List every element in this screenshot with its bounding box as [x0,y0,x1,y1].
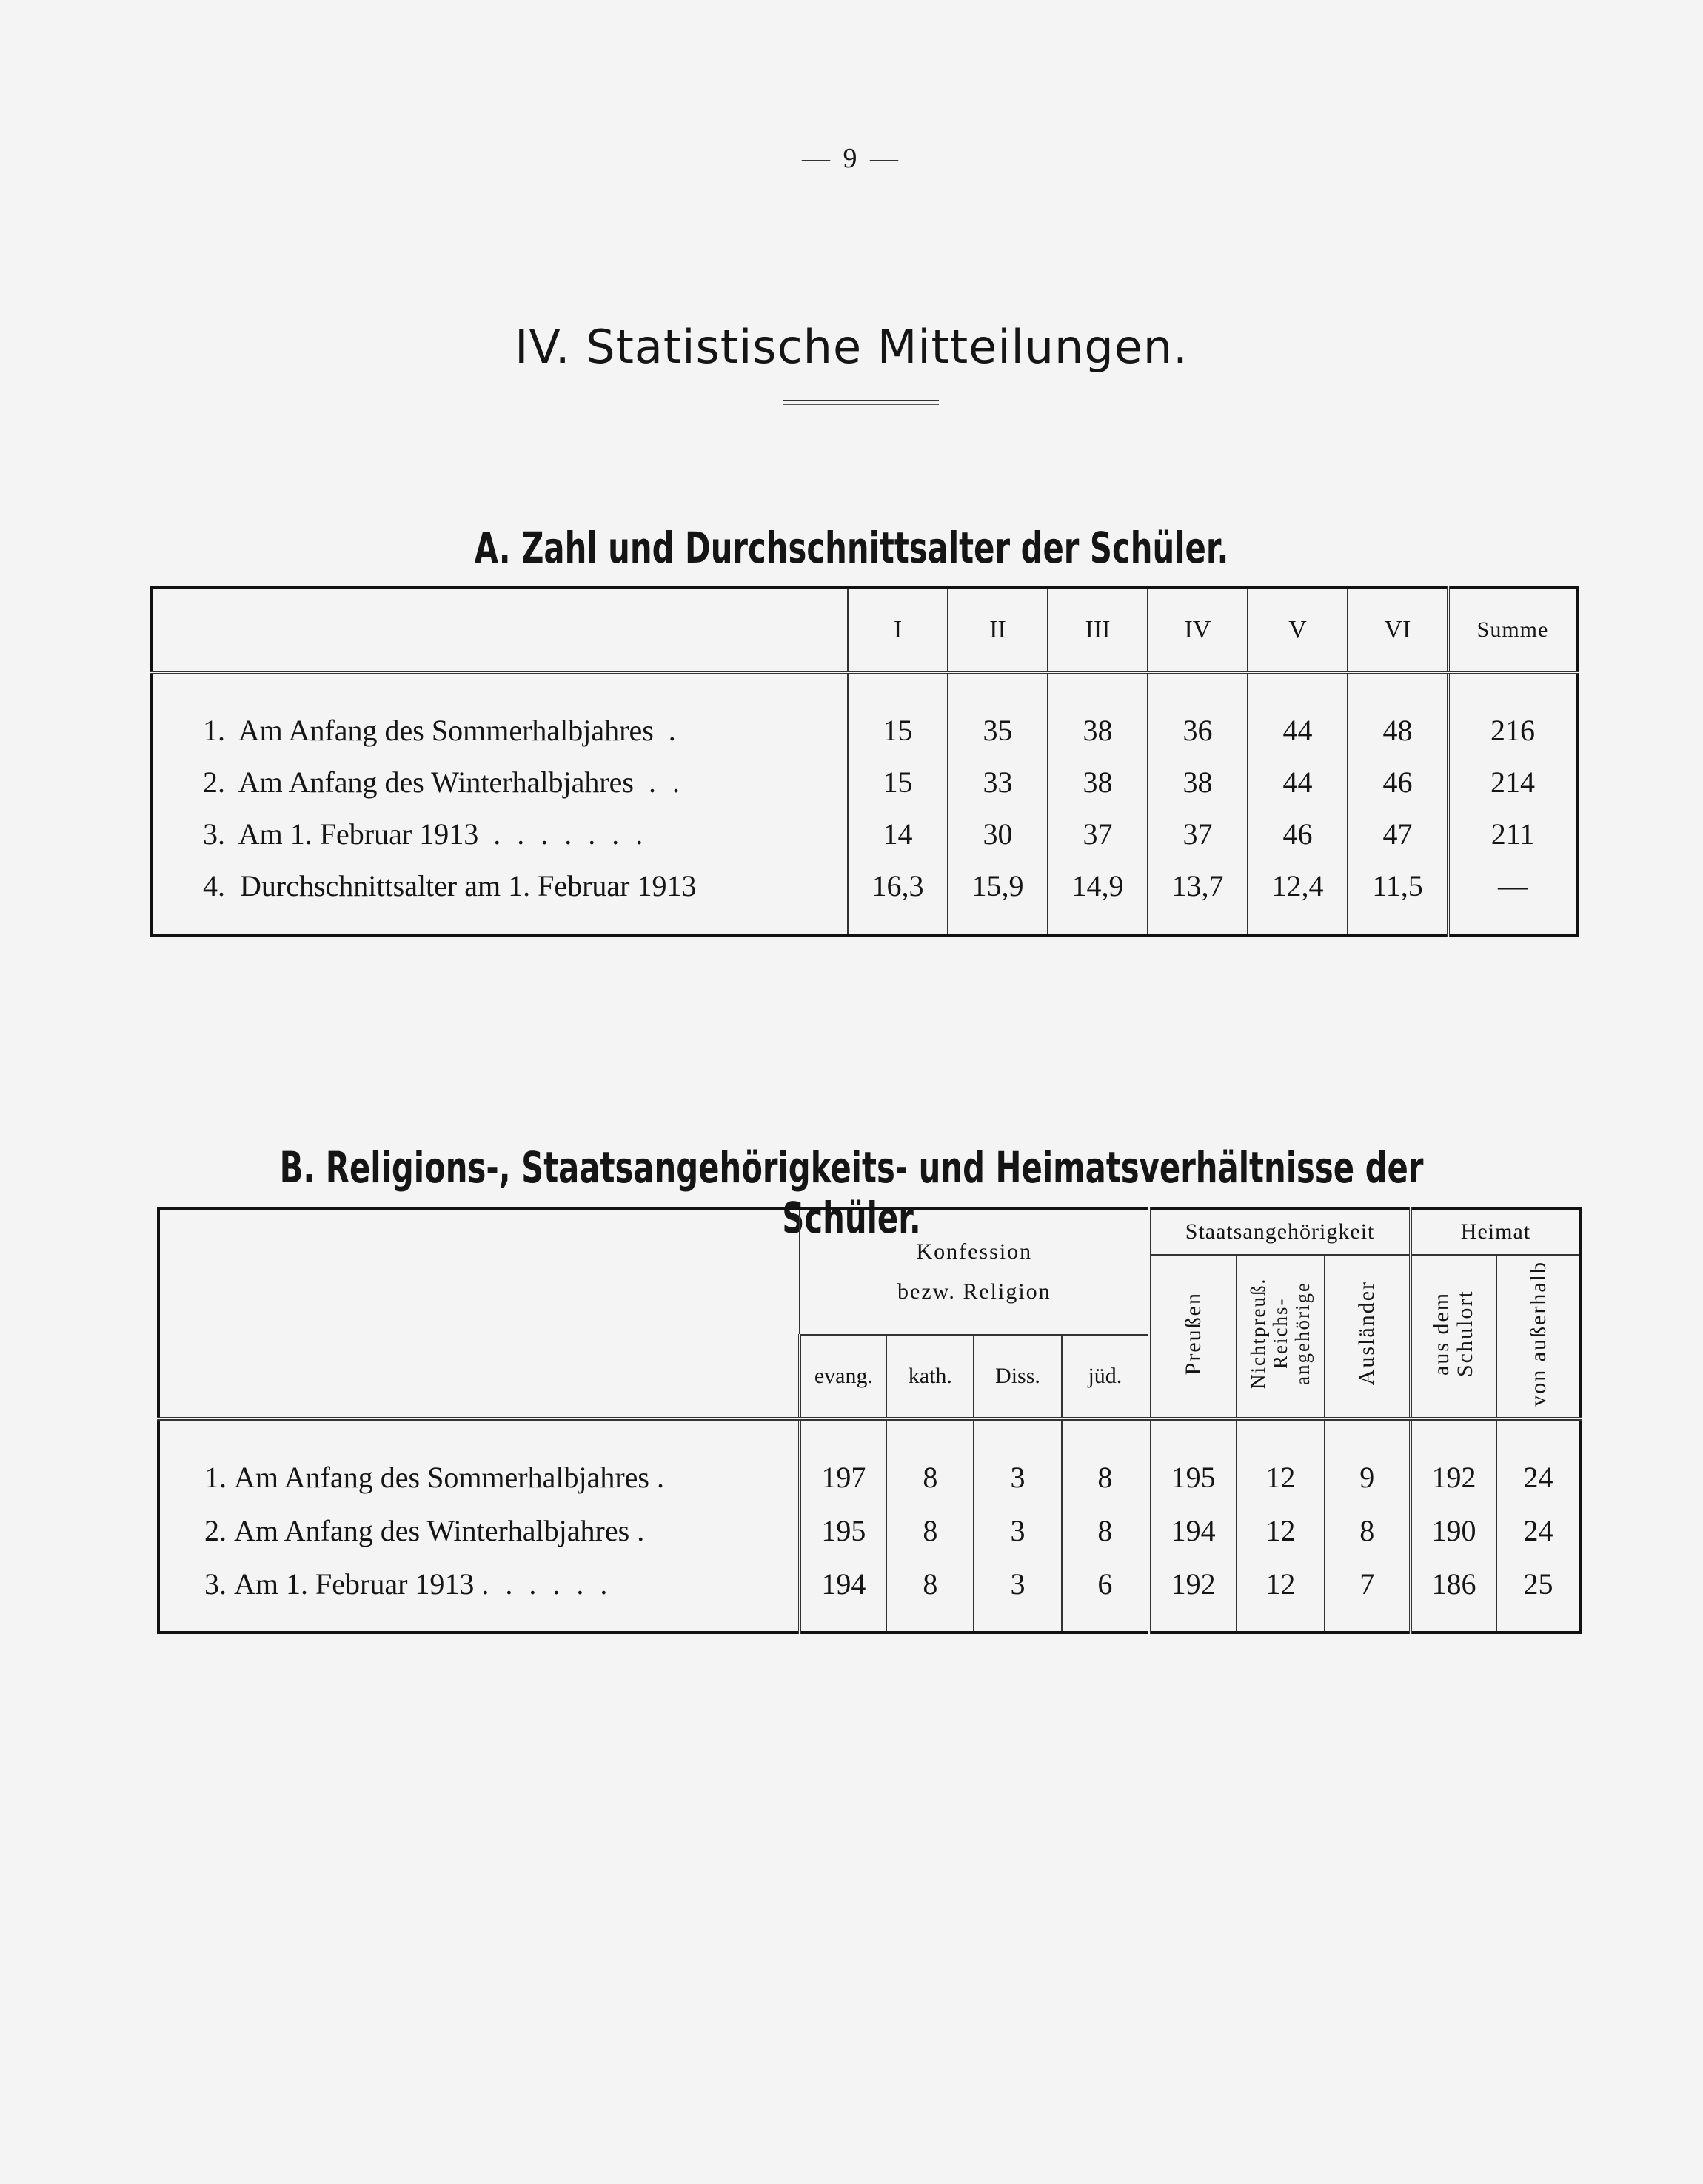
table-header-row [158,1208,1581,1255]
section-a-title: A. Zahl und Durchschnittsalter der Schüler. [474,523,1229,574]
column-header-class-2: II [948,588,1048,673]
cell-value: 186 [1411,1557,1496,1632]
column-header-class-5: V [1248,588,1348,673]
cell-value: 15,9 [948,860,1048,935]
row-number: 1. [203,713,225,747]
column-header-external [1496,1255,1581,1419]
cell-value: 6 [1062,1557,1150,1632]
cell-value: 14,9 [1048,860,1148,935]
table-row [158,1504,1581,1557]
citizenship-header: Staatsangehörigkeit [1149,1208,1411,1255]
section-b-title: B. Religions-, Staatsangehörigkeits- und Heimatsverhältnisse der Schüler. [279,1142,1424,1244]
cell-value: 190 [1411,1504,1496,1557]
page-title: IV. Statistische Mitteilungen. [515,319,1188,374]
cell-value: 37 [1048,808,1148,860]
title-divider [783,400,939,405]
row-text: Am 1. Februar 1913 [234,1567,475,1601]
row-label [151,808,848,860]
cell-value: 8 [886,1419,974,1504]
pupil-count-table [150,586,1579,937]
cell-value: 35 [948,673,1048,757]
row-number: 4. [203,868,225,902]
cell-value: 46 [1348,756,1448,808]
row-label [151,673,848,757]
cell-value: 8 [886,1504,974,1557]
cell-value: 7 [1325,1557,1411,1632]
cell-value: 8 [1325,1504,1411,1557]
column-header-class-1: I [848,588,948,673]
column-header-class-6: VI [1348,588,1448,673]
row-text: Am Anfang des Winterhalbjahres [234,1513,630,1547]
cell-value: 8 [886,1557,974,1632]
cell-value: 46 [1248,808,1348,860]
cell-value: 38 [1048,756,1148,808]
cell-value: 14 [848,808,948,860]
cell-value: 44 [1248,756,1348,808]
row-label [151,756,848,808]
cell-value: 44 [1248,673,1348,757]
cell-value: 11,5 [1348,860,1448,935]
cell-value: 48 [1348,673,1448,757]
cell-value: 12 [1237,1557,1324,1632]
row-label [158,1504,800,1557]
cell-value: 197 [800,1419,886,1504]
confession-header: Konfession bezw. Religion [800,1208,1149,1335]
row-text: Am Anfang des Winterhalbjahres [238,765,634,799]
cell-value: 3 [974,1557,1061,1632]
cell-value: 12 [1237,1419,1324,1504]
cell-value: 38 [1148,756,1248,808]
row-label [158,1557,800,1632]
row-label-header [151,588,848,673]
home-header: Heimat [1411,1208,1581,1255]
cell-value: 24 [1496,1504,1581,1557]
row-number: 3. [204,1567,227,1601]
cell-value: 195 [1149,1419,1237,1504]
column-header-diss: Diss. [974,1335,1061,1419]
table-row [151,860,1577,935]
column-header-sum: Summe [1448,588,1577,673]
column-header-prussia [1149,1255,1237,1419]
table-row [151,808,1577,860]
cell-value: 12 [1237,1504,1324,1557]
column-header-text: Nichtpreuß. Reichs- angehörige [1247,1277,1314,1390]
cell-value: 38 [1048,673,1148,757]
leader-dots: . [637,1513,649,1547]
cell-value: 12,4 [1248,860,1348,935]
row-number: 2. [204,1513,227,1547]
page-number: — 9 — [802,143,901,174]
column-header-text: von außerhalb [1525,1260,1550,1407]
row-number: 2. [203,765,225,799]
leader-dots: . [657,1460,669,1494]
leader-dots: . . . . . . . [493,817,648,851]
column-header-local [1411,1255,1496,1419]
row-text: Am Anfang des Sommerhalbjahres [238,713,654,747]
leader-dots: . . . . . . [481,1567,612,1601]
cell-value: 192 [1411,1419,1496,1504]
cell-value: 194 [800,1557,886,1632]
cell-value: 15 [848,673,948,757]
cell-value: 9 [1325,1419,1411,1504]
cell-value: 25 [1496,1557,1581,1632]
leader-dots: . [668,713,680,747]
table-row [151,673,1577,757]
cell-sum: 216 [1448,673,1577,757]
cell-value: 47 [1348,808,1448,860]
row-label [151,860,848,935]
column-header-class-4: IV [1148,588,1248,673]
table-row [151,756,1577,808]
column-header-text: Preußen [1180,1291,1205,1376]
cell-value: 33 [948,756,1048,808]
pupil-origin-table [157,1207,1582,1634]
cell-value: 36 [1148,673,1248,757]
column-header-class-3: III [1048,588,1148,673]
leader-dots: . . [648,765,684,799]
column-header-text: Ausländer [1354,1281,1379,1386]
cell-value: 24 [1496,1419,1581,1504]
cell-value: 3 [974,1504,1061,1557]
column-header-evang: evang. [800,1335,886,1419]
column-header-text: aus dem Schulort [1429,1290,1478,1377]
row-number: 1. [204,1460,227,1494]
cell-value: 37 [1148,808,1248,860]
column-header-non-prussian [1237,1255,1324,1419]
row-label [158,1419,800,1504]
cell-value: 195 [800,1504,886,1557]
row-text: Am Anfang des Sommerhalbjahres [234,1460,649,1494]
cell-value: 194 [1149,1504,1237,1557]
cell-value: 8 [1062,1504,1150,1557]
table-row [158,1557,1581,1632]
cell-value: 13,7 [1148,860,1248,935]
row-text: Am 1. Februar 1913 [238,817,479,851]
row-number: 3. [203,817,225,851]
cell-value: 16,3 [848,860,948,935]
cell-sum: 214 [1448,756,1577,808]
cell-value: 3 [974,1419,1061,1504]
table-header-row [151,588,1577,673]
column-header-kath: kath. [886,1335,974,1419]
column-header-foreigners [1325,1255,1411,1419]
cell-value: 8 [1062,1419,1150,1504]
table-row [158,1419,1581,1504]
row-text: Durchschnittsalter am 1. Februar 1913 [240,868,697,902]
row-label-header [158,1208,800,1419]
column-header-jued: jüd. [1062,1335,1150,1419]
cell-value: 15 [848,756,948,808]
cell-value: 192 [1149,1557,1237,1632]
cell-sum: — [1448,860,1577,935]
cell-sum: 211 [1448,808,1577,860]
cell-value: 30 [948,808,1048,860]
